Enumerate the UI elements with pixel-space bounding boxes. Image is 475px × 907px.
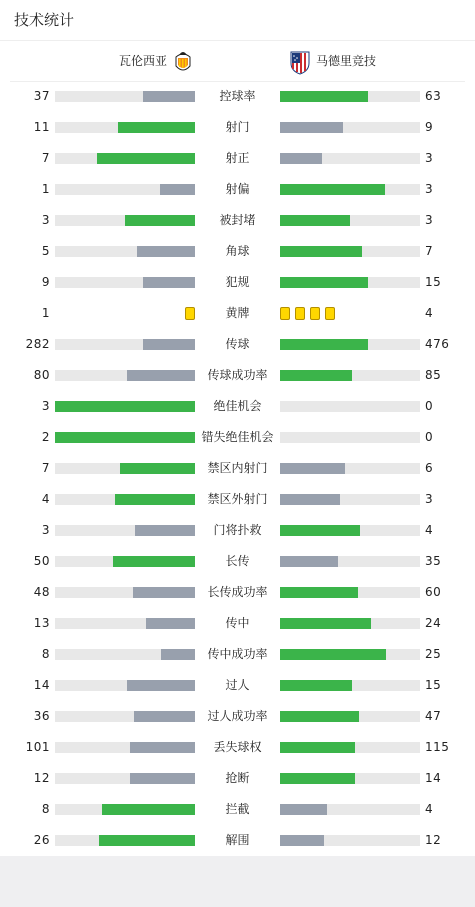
stat-row (0, 515, 475, 546)
stat-row (0, 825, 475, 856)
away-team-name: 马德里竞技 (316, 54, 377, 68)
away-bar-track (280, 742, 420, 753)
home-value: 7 (41, 151, 50, 165)
away-bar-fill (280, 339, 368, 350)
away-bar-track (280, 184, 420, 195)
stat-row (0, 391, 475, 422)
home-bar-track (55, 587, 195, 598)
home-bar-fill (127, 370, 195, 381)
away-value: 15 (425, 678, 442, 692)
home-bar-track (55, 153, 195, 164)
stat-label: 传中成功率 (207, 647, 268, 661)
home-value: 12 (33, 771, 50, 785)
away-bar-track (280, 463, 420, 474)
home-bar-track (55, 277, 195, 288)
home-bar-track (55, 463, 195, 474)
away-value: 0 (425, 399, 434, 413)
home-bar-fill (102, 804, 195, 815)
home-bar-fill (143, 277, 196, 288)
home-bar-track (55, 680, 195, 691)
stat-label: 被封堵 (219, 213, 256, 227)
home-bar-fill (130, 773, 195, 784)
away-bar-fill (280, 711, 359, 722)
away-bar-track (280, 153, 420, 164)
home-value: 36 (33, 709, 50, 723)
stat-row (0, 143, 475, 174)
home-bar-fill (133, 587, 195, 598)
home-bar-fill (55, 432, 195, 443)
stat-label: 长传成功率 (207, 585, 268, 599)
home-value: 3 (41, 399, 50, 413)
away-bar-track (280, 773, 420, 784)
home-value: 5 (41, 244, 50, 258)
home-bar-track (55, 494, 195, 505)
home-value: 13 (33, 616, 50, 630)
home-value: 1 (41, 182, 50, 196)
away-bar-fill (280, 215, 350, 226)
away-value: 115 (425, 740, 450, 754)
away-bar-track (280, 339, 420, 350)
stat-row (0, 236, 475, 267)
away-value: 63 (425, 89, 442, 103)
home-bar-track (55, 773, 195, 784)
away-value: 47 (425, 709, 442, 723)
away-yellow-cards (280, 307, 420, 320)
home-value: 50 (33, 554, 50, 568)
away-value: 85 (425, 368, 442, 382)
home-value: 26 (33, 833, 50, 847)
home-bar-fill (115, 494, 195, 505)
away-bar-track (280, 804, 420, 815)
away-value: 25 (425, 647, 442, 661)
home-bar-fill (99, 835, 195, 846)
home-bar-fill (130, 742, 195, 753)
home-value: 11 (33, 120, 50, 134)
away-value: 476 (425, 337, 450, 351)
away-bar-track (280, 246, 420, 257)
home-value: 7 (41, 461, 50, 475)
home-bar-fill (146, 618, 195, 629)
away-value: 14 (425, 771, 442, 785)
home-bar-track (55, 184, 195, 195)
home-bar-fill (135, 525, 195, 536)
away-bar-fill (280, 773, 355, 784)
home-bar-track (55, 91, 195, 102)
away-bar-fill (280, 556, 338, 567)
stat-row (0, 701, 475, 732)
stat-label: 黄牌 (225, 306, 250, 320)
stat-label: 传中 (225, 616, 250, 630)
stat-label: 角球 (225, 244, 250, 258)
stat-label: 射门 (225, 120, 250, 134)
stat-row (0, 763, 475, 794)
away-bar-fill (280, 246, 362, 257)
home-bar-track (55, 401, 195, 412)
stat-label: 绝佳机会 (213, 399, 262, 413)
yellow-card-icon (325, 307, 335, 320)
stat-label: 错失绝佳机会 (201, 430, 274, 444)
page-title: 技术统计 (14, 11, 75, 29)
away-bar-fill (280, 153, 322, 164)
away-value: 4 (425, 306, 434, 320)
away-bar-fill (280, 91, 368, 102)
away-bar-fill (280, 494, 340, 505)
stat-label: 拦截 (225, 802, 250, 816)
home-bar-fill (143, 91, 195, 102)
yellow-card-icon (295, 307, 305, 320)
away-value: 0 (425, 430, 434, 444)
away-value: 7 (425, 244, 434, 258)
yellow-card-icon (185, 307, 195, 320)
home-bar-track (55, 835, 195, 846)
away-bar-track (280, 215, 420, 226)
away-bar-track (280, 525, 420, 536)
home-bar-track (55, 649, 195, 660)
away-bar-fill (280, 184, 385, 195)
home-bar-fill (127, 680, 195, 691)
home-bar-track (55, 246, 195, 257)
home-bar-track (55, 370, 195, 381)
stat-row (0, 546, 475, 577)
home-value: 80 (33, 368, 50, 382)
home-team-name: 瓦伦西亚 (118, 54, 167, 68)
away-value: 3 (425, 492, 434, 506)
valencia-crest-icon (172, 49, 194, 75)
away-bar-fill (280, 804, 327, 815)
home-value: 8 (41, 647, 50, 661)
home-bar-fill (118, 122, 195, 133)
yellow-card-icon (280, 307, 290, 320)
away-bar-fill (280, 649, 386, 660)
stat-row (0, 639, 475, 670)
home-bar-track (55, 711, 195, 722)
away-value: 3 (425, 151, 434, 165)
home-bar-track (55, 122, 195, 133)
home-bar-fill (160, 184, 195, 195)
home-bar-fill (120, 463, 195, 474)
home-bar-fill (97, 153, 195, 164)
stat-row (0, 794, 475, 825)
stat-label: 丢失球权 (213, 740, 262, 754)
home-bar-track (55, 432, 195, 443)
home-value: 9 (41, 275, 50, 289)
stat-row (0, 174, 475, 205)
home-value: 3 (41, 523, 50, 537)
away-bar-fill (280, 277, 368, 288)
stat-row (0, 422, 475, 453)
stat-row (0, 360, 475, 391)
home-value: 1 (41, 306, 50, 320)
away-bar-track (280, 494, 420, 505)
home-value: 282 (25, 337, 50, 351)
away-value: 4 (425, 523, 434, 537)
home-bar-fill (125, 215, 195, 226)
home-value: 101 (25, 740, 50, 754)
stat-row (0, 267, 475, 298)
home-bar-track (55, 556, 195, 567)
away-bar-track (280, 556, 420, 567)
home-value: 14 (33, 678, 50, 692)
stat-row (0, 453, 475, 484)
away-value: 9 (425, 120, 434, 134)
away-bar-track (280, 401, 420, 412)
home-bar-track (55, 339, 195, 350)
home-bar-fill (134, 711, 195, 722)
away-value: 15 (425, 275, 442, 289)
stat-label: 禁区外射门 (207, 492, 268, 506)
away-bar-fill (280, 122, 343, 133)
stat-row (0, 732, 475, 763)
stat-label: 过人 (225, 678, 250, 692)
stat-label: 射偏 (225, 182, 250, 196)
home-bar-track (55, 525, 195, 536)
home-value: 3 (41, 213, 50, 227)
teams-header (0, 41, 475, 81)
home-bar-fill (143, 339, 195, 350)
home-bar-fill (137, 246, 195, 257)
stat-row (0, 329, 475, 360)
away-bar-fill (280, 587, 358, 598)
away-bar-track (280, 680, 420, 691)
stat-label: 长传 (225, 554, 250, 568)
away-bar-track (280, 122, 420, 133)
away-bar-track (280, 277, 420, 288)
stat-label: 过人成功率 (207, 709, 268, 723)
away-bar-track (280, 618, 420, 629)
stat-row (0, 577, 475, 608)
away-bar-track (280, 649, 420, 660)
home-value: 37 (33, 89, 50, 103)
away-value: 3 (425, 182, 434, 196)
stat-row (0, 205, 475, 236)
home-bar-track (55, 215, 195, 226)
away-bar-fill (280, 370, 352, 381)
stat-row (0, 112, 475, 143)
away-bar-fill (280, 525, 360, 536)
away-value: 12 (425, 833, 442, 847)
stat-label: 传球成功率 (207, 368, 268, 382)
stat-label: 禁区内射门 (207, 461, 268, 475)
home-bar-fill (113, 556, 195, 567)
stat-row (0, 608, 475, 639)
yellow-card-icon (310, 307, 320, 320)
away-bar-track (280, 432, 420, 443)
away-bar-fill (280, 680, 352, 691)
stat-label: 犯规 (225, 275, 250, 289)
away-value: 4 (425, 802, 434, 816)
home-value: 2 (41, 430, 50, 444)
stat-row (0, 81, 475, 112)
home-bar-track (55, 804, 195, 815)
away-value: 35 (425, 554, 442, 568)
away-bar-track (280, 91, 420, 102)
stat-label: 射正 (225, 151, 250, 165)
atletico-crest-icon (289, 49, 311, 75)
away-value: 3 (425, 213, 434, 227)
away-value: 60 (425, 585, 442, 599)
away-bar-fill (280, 618, 371, 629)
stat-label: 抢断 (225, 771, 250, 785)
stat-row (0, 484, 475, 515)
home-value: 48 (33, 585, 50, 599)
stat-label: 控球率 (219, 89, 256, 103)
away-bar-track (280, 370, 420, 381)
away-bar-track (280, 711, 420, 722)
away-value: 6 (425, 461, 434, 475)
home-bar-track (55, 742, 195, 753)
away-bar-fill (280, 742, 355, 753)
stat-row (0, 670, 475, 701)
home-value: 4 (41, 492, 50, 506)
away-value: 24 (425, 616, 442, 630)
stats-list (0, 81, 475, 856)
home-bar-fill (55, 401, 195, 412)
away-bar-fill (280, 463, 345, 474)
away-bar-track (280, 587, 420, 598)
home-bar-fill (161, 649, 195, 660)
stat-label: 解围 (225, 833, 250, 847)
stat-label: 传球 (225, 337, 250, 351)
home-value: 8 (41, 802, 50, 816)
away-bar-track (280, 835, 420, 846)
away-bar-fill (280, 835, 324, 846)
home-bar-track (55, 618, 195, 629)
stat-row (0, 298, 475, 329)
stat-label: 门将扑救 (213, 523, 262, 537)
home-yellow-cards (55, 307, 195, 320)
